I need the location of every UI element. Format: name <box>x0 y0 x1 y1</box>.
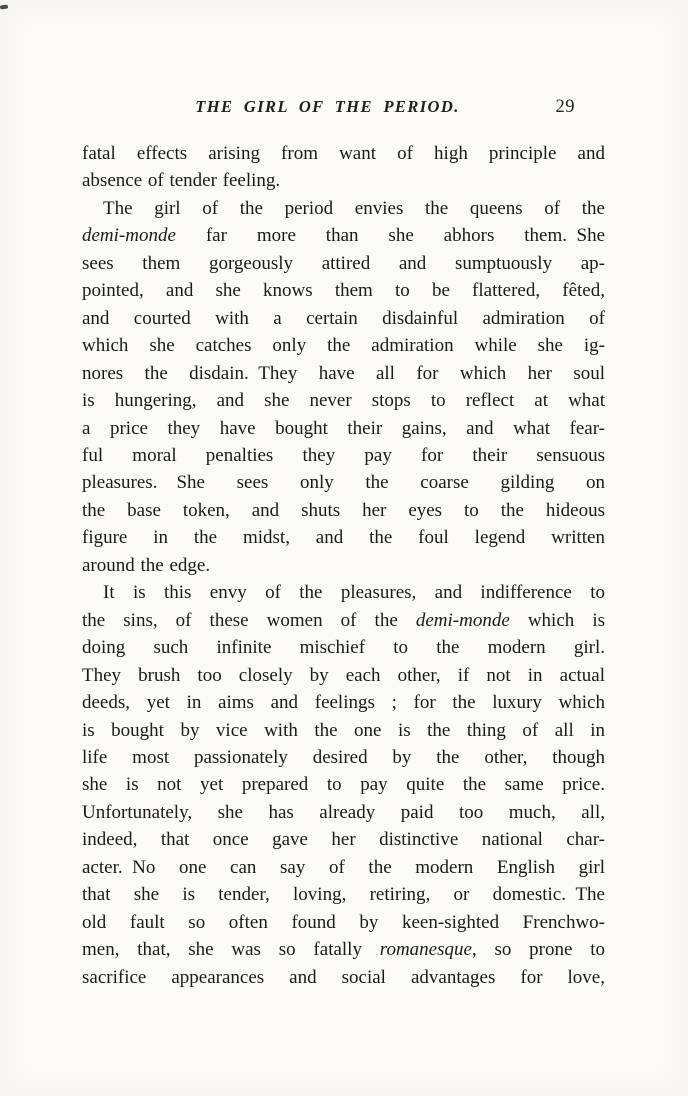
text-line: figure in the midst, and the foul legend written <box>82 527 605 549</box>
text-line: men, that, she was so fatally romanesque, so prone to <box>82 939 605 961</box>
text-line: It is this envy of the pleasures, and indifference to <box>103 582 605 604</box>
text-line: deeds, yet in aims and feelings ; for the luxury which <box>82 692 605 714</box>
scan-artifact <box>0 4 8 9</box>
running-header <box>82 97 605 121</box>
text-line: around the edge. <box>82 554 211 576</box>
text-line: pleasures. She sees only the coarse gilding on <box>82 472 605 494</box>
text-line: The girl of the period envies the queens of the <box>103 197 605 219</box>
header-title: THE GIRL OF THE PERIOD. <box>195 97 460 116</box>
text-line: demi-monde far more than she abhors them. She <box>82 225 605 247</box>
text-line: the base token, and shuts her eyes to the hideous <box>82 499 605 521</box>
text-line: Unfortunately, she has already paid too much, all, <box>82 801 605 823</box>
text-line: which she catches only the admiration while she ig- <box>82 335 605 357</box>
text-line: pointed, and she knows them to be flattered, fêted, <box>82 280 605 302</box>
text-line: is hungering, and she never stops to reflect at what <box>82 390 605 412</box>
text-line: ful moral penalties they pay for their sensuous <box>82 444 605 466</box>
text-line: They brush too closely by each other, if not in actual <box>82 664 605 686</box>
text-line: a price they have bought their gains, and what fear- <box>82 417 605 439</box>
text-line: and courted with a certain disdainful admiration of <box>82 307 605 329</box>
text-line: she is not yet prepared to pay quite the same price. <box>82 774 605 796</box>
text-line: that she is tender, loving, retiring, or domestic. The <box>82 884 605 906</box>
text-line: sees them gorgeously attired and sumptuously ap- <box>82 252 605 274</box>
text-line: the sins, of these women of the demi-monde which is <box>82 609 606 631</box>
text-line: is bought by vice with the one is the thing of all in <box>82 719 605 741</box>
text-line: acter. No one can say of the modern English girl <box>82 856 605 878</box>
text-line: sacrifice appearances and social advantages for love, <box>82 966 605 988</box>
text-line: doing such infinite mischief to the modern girl. <box>82 637 605 659</box>
text-line: old fault so often found by keen-sighted Frenchwo- <box>82 911 605 933</box>
text-line: life most passionately desired by the other, though <box>82 746 605 768</box>
text-line: nores the disdain. They have all for which her soul <box>82 362 605 384</box>
page-number: 29 <box>555 97 575 117</box>
page-body <box>82 140 605 991</box>
text-line: fatal effects arising from want of high principle and <box>82 143 605 164</box>
text-line: indeed, that once gave her distinctive national char- <box>82 829 605 851</box>
text-line: absence of tender feeling. <box>82 170 281 192</box>
